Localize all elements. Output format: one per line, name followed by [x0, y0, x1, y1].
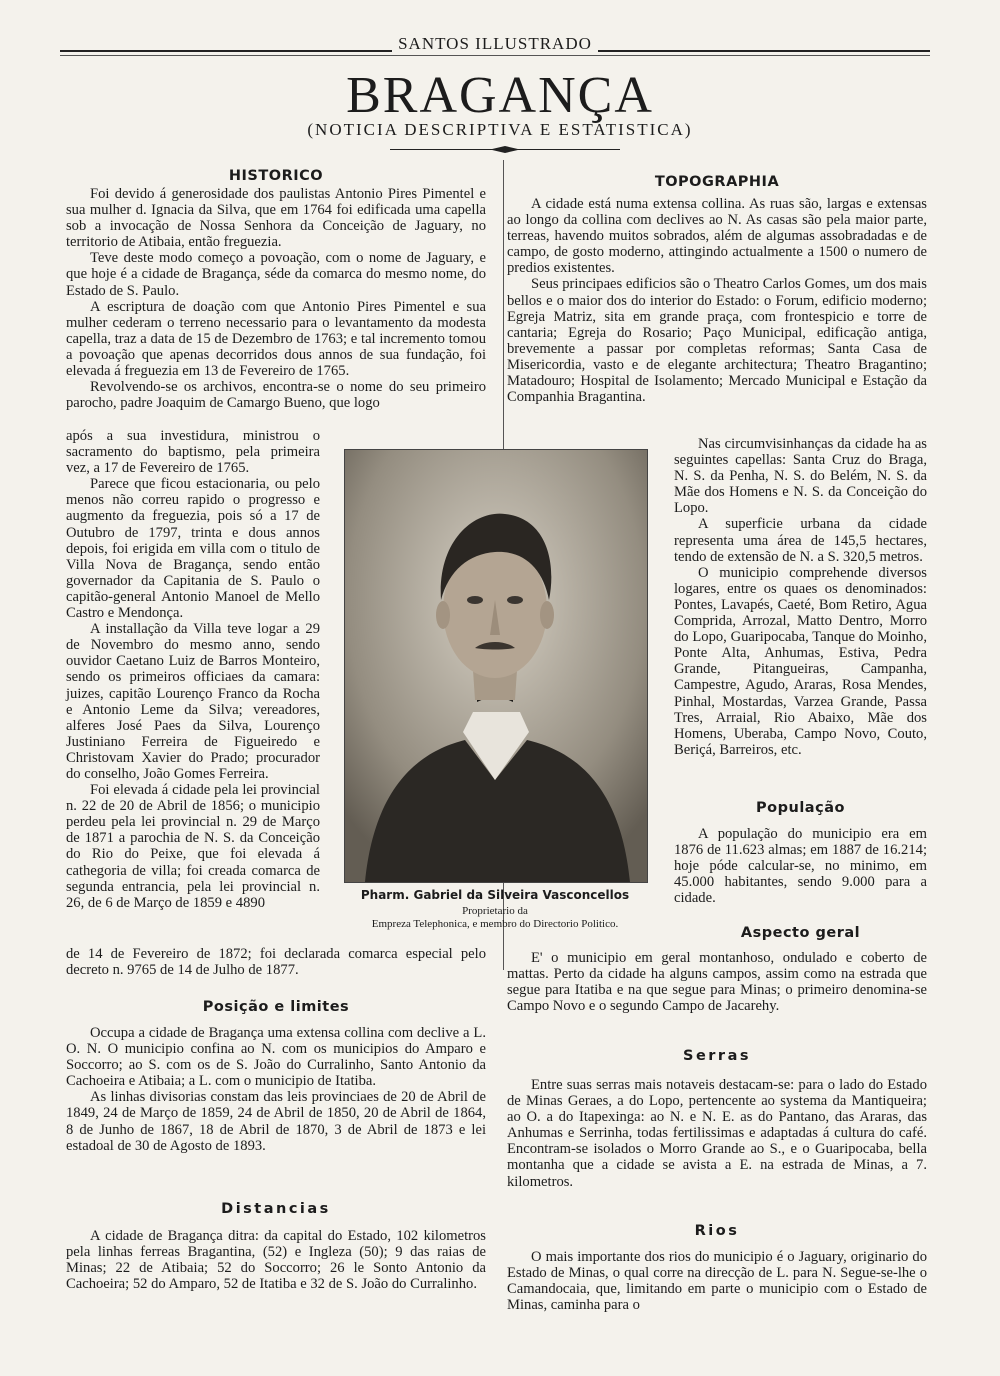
- distancias-text: [66, 1228, 486, 1292]
- serras-text: [507, 1077, 927, 1190]
- topographia-paragraph: A cidade está numa extensa collina. As ruas são, largas e extensas ao longo da collina com declives ao N. As casas são pela maior parte, terreas, havendo muitos sobrados, além de algumas assobradadas e de campo, de gosto moderno, attingindo actualmente a 1500 o numero de predios existentes.: [507, 196, 927, 277]
- historico-paragraph: A escriptura de doação com que Antonio Pires Pimentel e sua mulher cederam o terreno necessario para o levantamento da modesta capella, traz a data de 15 de Dezembro de 1763; e tal incremento tomou a povoação que apenas decorridos dous annos de sua fundação, foi elevada á freguezia em 13 de Fevereiro de 1765.: [66, 298, 486, 380]
- historico-text-beside-photo: [66, 428, 320, 911]
- posicao-paragraph: As linhas divisorias constam das leis provinciaes de 20 de Abril de 1849, 24 de Março de 1859, 24 de Abril de 1850, 20 de Abril de 1864, 8 de Junho de 1867, 18 de Abril de 1870, 3 de Abril de 1873 e lei estadoal de 30 de Agosto de 1893.: [66, 1089, 486, 1154]
- topographia-paragraph: O municipio comprehende diversos logares, entre os quaes os denominados: Pontes, Lavapés, Caeté, Bom Retiro, Agua Comprida, Arrozal, Matto Dentro, Morro do Lopo, Guaripocaba, Tanque do Moinho, Ponte Alta, Anhumas, Estiva, Pedra Grande, Pitangueiras, Campanha, Campestre, Agudo, Araras, Rosa Mendes, Pinhal, Mostardas, Varzea Grande, Passa Tres, Arraial, Rio Abaixo, Mãe dos Homens, Uberaba, Campo Novo, Couto, Beriçá, Barreiros, etc.: [674, 564, 927, 758]
- running-title: SANTOS ILLUSTRADO: [392, 34, 598, 53]
- distancias-paragraph: A cidade de Bragança ditra: da capital do Estado, 102 kilometros pela linhas ferreas Bragantina, (52) e Ingleza (50); 9 das raias de Minas; 22 de Atibaia; 52 do Soccorro; 26 le Sonto Antonio da Cachoeira; 52 do Amparo, 52 de Itatiba e 32 de S. João do Curralinho.: [66, 1228, 486, 1293]
- photo-caption-role-line: Empreza Telephonica, e membro do Directorio Politico.: [371, 918, 619, 930]
- topographia-text-beside-photo: [674, 436, 927, 758]
- aspecto-paragraph: E' o municipio em geral montanhoso, ondulado e coberto de mattas. Perto da cidade ha alguns campos, assim como na estrada que segue para Itatiba e na que segue para Minas; o primeiro denomina-se Campo Novo e o segundo Campo de Jacarehy.: [507, 950, 927, 1015]
- portrait-image: [345, 450, 647, 882]
- page-header: [60, 30, 930, 60]
- historico-paragraph: Revolvendo-se os archivos, encontra-se o nome do seu primeiro parocho, padre Joaquim de Camargo Bueno, que logo: [66, 379, 486, 412]
- photo-caption-role: [320, 905, 670, 931]
- heading-populacao: População: [756, 800, 845, 816]
- heading-serras: Serras: [683, 1048, 751, 1064]
- topographia-paragraph: A superficie urbana da cidade representa uma área de 145,5 hectares, tendo de extensão de N. a S. 320,5 metros.: [674, 516, 927, 565]
- historico-paragraph: A installação da Villa teve logar a 29 de Novembro do mesmo anno, sendo ouvidor Caetano Luiz de Barros Monteiro, sendo os primeiros officiaes da camara: juizes, capitão Lourenço Franco da Rocha e Antonio Leme da Silva; vereadores, alferes José Paes da Silva, Lourenço Justiniano Ferreira de Figueiredo e Christovam Xavier do Prado; procurador do conselho, João Gomes Ferreira.: [66, 621, 320, 782]
- header-rule-thin: [60, 55, 930, 56]
- populacao-text: [674, 826, 927, 906]
- historico-paragraph: Foi devido á generosidade dos paulistas Antonio Pires Pimentel e sua mulher d. Ignacia da Silva, que em 1764 foi edificada uma capella sob a invocação de Nossa Senhora da Conceição de Jaguary, no territorio de Atibaia, então freguezia.: [66, 186, 486, 251]
- serras-paragraph: Entre suas serras mais notaveis destacam-se: para o lado do Estado de Minas Geraes, a do Lopo, pertencente ao systema da Mantiqueira; ao O. a do Itapexinga: ao N. e N. E. as do Pantano, das Araras, das Anhumas e Serrinha, todas fertilissimas e adaptadas á cultura do café. Encontram-se isolados o Morro Grande ao S., e o Guaripocaba, bella montanha que a cidade se avista a E. na estrada de Minas, a 7. kilometros.: [507, 1077, 927, 1190]
- rios-text: [507, 1249, 927, 1313]
- aspecto-text: [507, 950, 927, 1014]
- heading-posicao: Posição e limites: [202, 999, 350, 1015]
- photo-caption-role-line: Proprietario da: [462, 905, 528, 917]
- heading-topographia: TOPOGRAPHIA: [654, 174, 780, 190]
- heading-rios: Rios: [694, 1223, 740, 1239]
- historico-paragraph: Parece que ficou estacionaria, ou pelo menos não correu rapido o progresso e augmento da freguezia, pois só a 17 de Outubro de 1797, trinta e dous annos depois, foi erigida em villa com o titulo de Villa Nova de Bragança, sendo então governador da Capitania de S. Paulo o capitão-general Antonio Manoel de Mello Castro e Mendonça.: [66, 476, 320, 622]
- topographia-paragraph: Nas circumvisinhanças da cidade ha as seguintes capellas: Santa Cruz do Braga, N. S. da Penha, N. S. do Belém, N. S. da Mãe dos Homens e N. S. da Conceição do Lopo.: [674, 436, 927, 517]
- populacao-paragraph: A população do municipio era em 1876 de 11.623 almas; em 1887 de 16.214; hoje póde calcular-se, no minimo, em 45.000 habitantes, sendo 9.000 para a cidade.: [674, 826, 927, 907]
- posicao-text: [66, 1025, 486, 1154]
- historico-text: [66, 186, 486, 411]
- photo-caption-name: Pharm. Gabriel da Silveira Vasconcellos: [360, 888, 630, 902]
- heading-aspecto: Aspecto geral: [740, 925, 861, 941]
- historico-text-end: [66, 946, 486, 978]
- heading-distancias: Distancias: [221, 1201, 331, 1217]
- historico-paragraph: após a sua investidura, ministrou o sacramento do baptismo, pela primeira vez, a 17 de Fevereiro de 1765.: [66, 428, 320, 477]
- posicao-paragraph: Occupa a cidade de Bragança uma extensa collina com declive a L. O. N. O municipio confina ao N. com os municipios do Amparo e Soccorro; ao S. com os de S. João do Curralinho, Santo Antonio da Cachoeira e Atibaia; a L. com o municipio de Itatiba.: [66, 1025, 486, 1090]
- topographia-text: [507, 196, 927, 405]
- portrait-photo: [344, 449, 648, 883]
- title-ornament: [390, 147, 620, 153]
- historico-paragraph: Teve deste modo começo a povoação, com o nome de Jaguary, e que hoje é a cidade de Bragança, séde da comarca do mesmo nome, do Estado de S. Paulo.: [66, 250, 486, 299]
- rios-paragraph: O mais importante dos rios do municipio é o Jaguary, originario do Estado de Minas, o qual corre na direcção de L. para N. Segue-se-lhe o Camandocaia, que, limitando em parte o municipio com o Estado de Minas, caminha para o: [507, 1249, 927, 1314]
- historico-paragraph: de 14 de Fevereiro de 1872; foi declarada comarca especial pelo decreto n. 9765 de 14 de Julho de 1877.: [66, 946, 486, 979]
- historico-paragraph: Foi elevada á cidade pela lei provincial n. 22 de 20 de Abril de 1856; o municipio perdeu pela lei provincial n. 29 de Março de 1871 a parochia de N. S. da Conceição do Rio do Peixe, que foi elevada á cathegoria de villa; foi creada comarca de segunda entrancia, pela lei provincial n. 26, de 6 de Março de 1859 e 4890: [66, 782, 320, 911]
- article-title: BRAGANÇA: [346, 67, 654, 124]
- article-subtitle: (NOTICIA DESCRIPTIVA E ESTATISTICA): [307, 120, 693, 139]
- heading-historico: HISTORICO: [228, 168, 324, 184]
- topographia-paragraph: Seus principaes edificios são o Theatro Carlos Gomes, um dos mais bellos e o maior dos do interior do Estado: o Forum, edificio moderno; Egreja Matriz, sita em grande praça, com frontespicio e torre de cantaria; Egreja do Rosario; Paço Municipal, edificação antiga, brevemente a passar por completas reformas; Santa Casa de Misericordia, vasto e de elegante architectura; Theatro Bragantino; Matadouro; Hospital de Isolamento; Mercado Municipal e Estação da Companhia Bragantina.: [507, 276, 927, 406]
